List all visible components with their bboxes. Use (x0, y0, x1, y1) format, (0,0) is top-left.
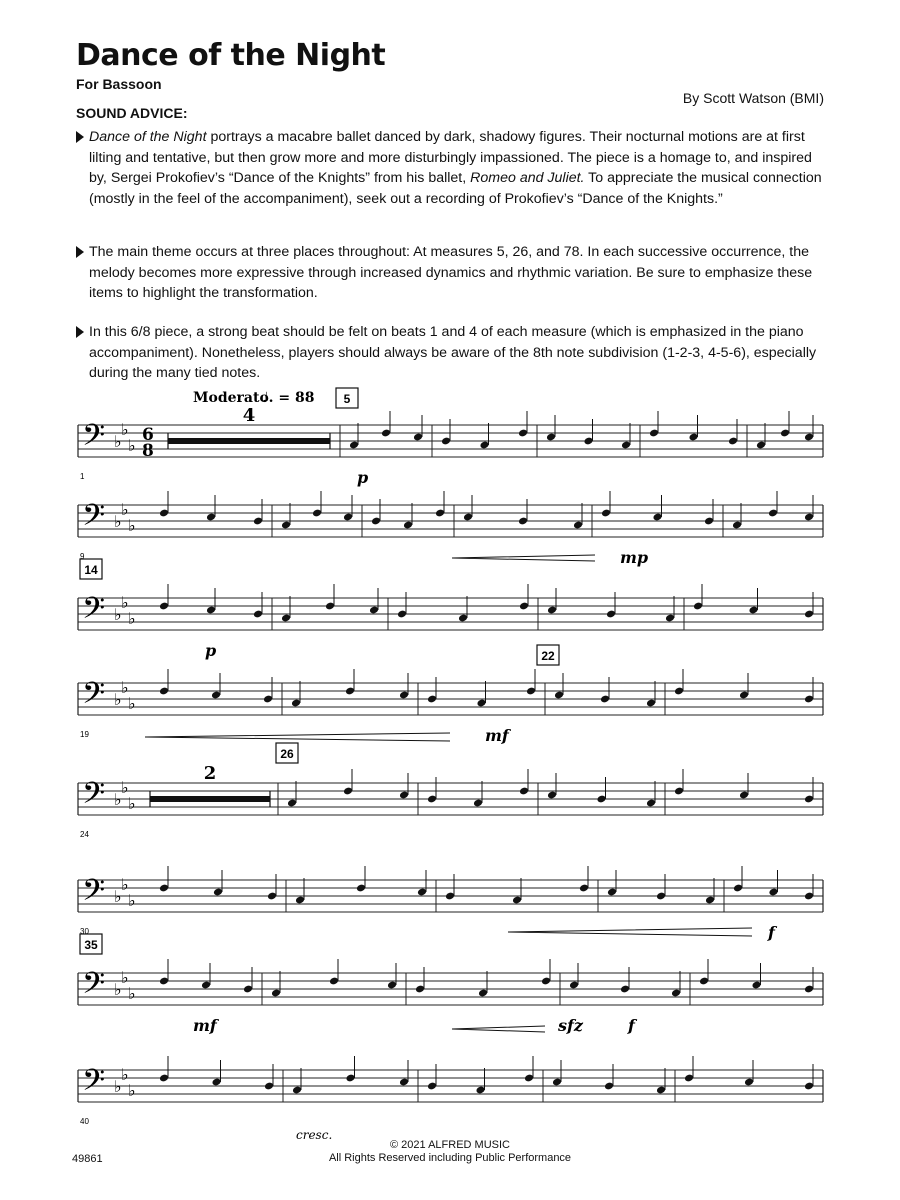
flat-sign-icon: ♭ (121, 968, 129, 987)
flat-sign-icon: ♭ (121, 1065, 129, 1084)
flat-sign-icon: ♭ (128, 609, 136, 628)
staff-system (78, 388, 823, 487)
flat-sign-icon: ♭ (128, 794, 136, 813)
bass-clef-icon: 𝄢 (82, 1064, 106, 1105)
measure-number: 1 (80, 472, 85, 481)
multi-measure-rest (150, 796, 270, 802)
flat-sign-icon: ♭ (121, 420, 129, 439)
dynamic-marking: mf (193, 1016, 217, 1035)
crescendo-hairpin (508, 928, 752, 936)
bullet-triangle-icon (76, 246, 84, 258)
flat-sign-icon: ♭ (121, 593, 129, 612)
staff-system (78, 1056, 823, 1140)
rehearsal-mark: 26 (280, 747, 294, 761)
rehearsal-mark: 35 (84, 938, 98, 952)
staff-system (78, 866, 823, 942)
rights-line: All Rights Reserved including Public Performance (328, 1152, 572, 1164)
staff-system (78, 645, 823, 745)
dynamic-marking: p (357, 468, 369, 487)
copyright-line: © 2021 ALFRED MUSIC (390, 1139, 510, 1151)
catalog-number: 49861 (72, 1153, 103, 1165)
flat-sign-icon: ♭ (121, 500, 129, 519)
flat-sign-icon: ♭ (121, 678, 129, 697)
advice-paragraph-3 (76, 322, 826, 384)
staff-system (78, 559, 823, 660)
dynamic-marking: mf (485, 726, 509, 745)
tempo-marking (193, 390, 314, 406)
advice-text: Dance of the Night portrays a macabre ballet danced by dark, shadowy figures. Their nocturnal motions are at first lilting and tentative, but then grow more and more disturbingly impassioned. The piece is a homage to, and inspired by, Sergei Prokofiev’s “Dance of the Knights” from his ballet, Romeo and Juliet. To appreciate the musical connection (mostly in the feel of the accompaniment), seek out a recording of Prokofiev’s “Dance of the Knights.” (89, 129, 822, 207)
flat-sign-icon: ♭ (114, 605, 122, 624)
flat-sign-icon: ♭ (114, 432, 122, 451)
music-score (0, 380, 900, 1140)
bullet-triangle-icon (76, 131, 84, 143)
flat-sign-icon: ♭ (121, 875, 129, 894)
advice-paragraph-2 (76, 242, 826, 304)
instrument-subtitle: For Bassoon (76, 76, 162, 92)
dynamic-marking: mp (620, 548, 649, 567)
advice-text: In this 6/8 piece, a strong beat should be felt on beats 1 and 4 of each measure (which is emphasized in the piano accompaniment). Nonetheless, players should always be aware of the 8th note subdivision (1-2-3, 4-5-6), especially during the many tied notes. (89, 324, 817, 381)
bass-clef-icon: 𝄢 (82, 419, 106, 460)
time-sig-top: 6 (142, 425, 154, 445)
flat-sign-icon: ♭ (114, 980, 122, 999)
dynamic-marking: sfz (558, 1016, 583, 1035)
flat-sign-icon: ♭ (114, 887, 122, 906)
rehearsal-mark: 5 (343, 392, 351, 406)
time-sig-bottom: 8 (142, 441, 154, 461)
advice-paragraph-1 (76, 127, 826, 209)
flat-sign-icon: ♭ (121, 778, 129, 797)
flat-sign-icon: ♭ (114, 1077, 122, 1096)
staff-system (78, 491, 823, 567)
dynamic-marking: p (205, 641, 217, 660)
rehearsal-mark: 14 (84, 563, 98, 577)
flat-sign-icon: ♭ (128, 694, 136, 713)
bass-clef-icon: 𝄢 (82, 499, 106, 540)
composer-byline: By Scott Watson (BMI) (682, 90, 824, 106)
dynamic-marking: f (768, 923, 775, 942)
bass-clef-icon: 𝄢 (82, 592, 106, 633)
flat-sign-icon: ♭ (128, 516, 136, 535)
rest-count: 2 (203, 763, 217, 784)
crescendo-hairpin (452, 1026, 545, 1032)
measure-number: 30 (80, 927, 89, 936)
flat-sign-icon: ♭ (128, 1081, 136, 1100)
rest-count: 4 (242, 405, 256, 426)
measure-number: 9 (80, 552, 85, 561)
flat-sign-icon: ♭ (128, 891, 136, 910)
advice-text: The main theme occurs at three places throughout: At measures 5, 26, and 78. In each successive occurrence, the melody becomes more expressive through increased dynamics and rhythmic variation. Be sure to emphasize these items to highlight the transformation. (89, 244, 813, 301)
expression-text: cresc. (296, 1128, 333, 1140)
bullet-triangle-icon (76, 326, 84, 338)
bass-clef-icon: 𝄢 (82, 677, 106, 718)
rehearsal-mark: 22 (541, 649, 555, 663)
measure-number: 40 (80, 1117, 89, 1126)
metronome-mark: ♩. = 88 (262, 390, 315, 406)
crescendo-hairpin (452, 555, 595, 561)
sound-advice-heading: SOUND ADVICE: (76, 105, 188, 121)
bass-clef-icon: 𝄢 (82, 874, 106, 915)
measure-number: 24 (80, 830, 89, 839)
measure-number: 19 (80, 730, 89, 739)
bass-clef-icon: 𝄢 (82, 967, 106, 1008)
flat-sign-icon: ♭ (114, 512, 122, 531)
flat-sign-icon: ♭ (128, 984, 136, 1003)
staff-system (78, 743, 823, 839)
bass-clef-icon: 𝄢 (82, 777, 106, 818)
piece-title: Dance of the Night (76, 38, 386, 73)
flat-sign-icon: ♭ (114, 690, 122, 709)
flat-sign-icon: ♭ (114, 790, 122, 809)
staff-system (78, 934, 823, 1035)
tempo-text: Moderato (193, 390, 269, 406)
multi-measure-rest (168, 438, 330, 444)
dynamic-marking: f (628, 1016, 635, 1035)
flat-sign-icon: ♭ (128, 436, 136, 455)
crescendo-hairpin (145, 733, 450, 741)
